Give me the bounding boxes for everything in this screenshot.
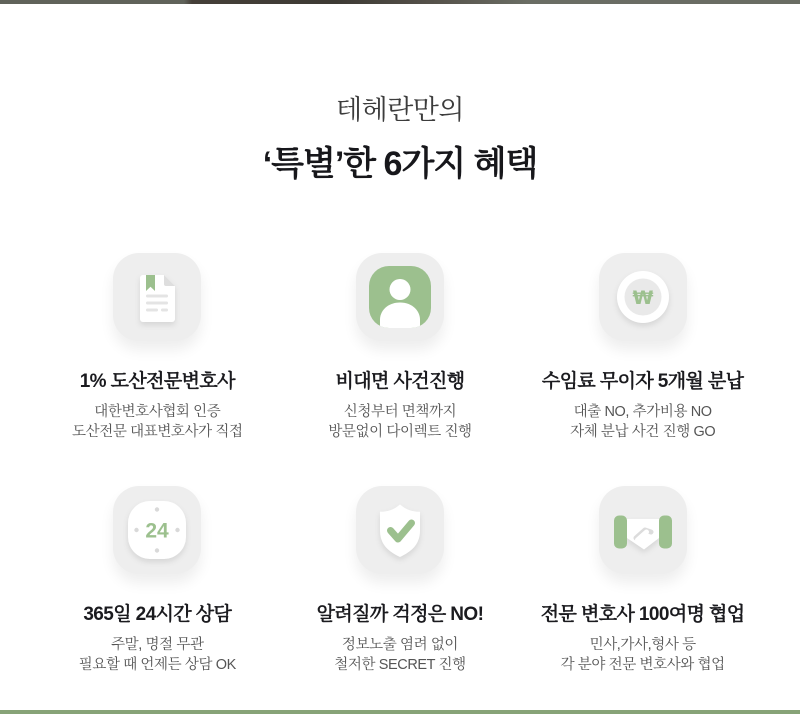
benefit-desc-line: 정보노출 염려 없이 xyxy=(341,637,459,654)
icon-tile xyxy=(113,486,201,574)
person-icon xyxy=(356,253,444,341)
benefit-card xyxy=(521,253,764,442)
benefit-desc-line: 대출 NO, 추가비용 NO xyxy=(573,404,712,420)
benefit-card xyxy=(279,253,522,442)
icon-tile xyxy=(356,486,444,574)
benefit-desc-line: 각 분야 전문 변호사와 협업 xyxy=(560,656,725,673)
benefit-card xyxy=(521,486,764,675)
section-title: ‘특별’한 6가지 혜택 xyxy=(262,145,538,183)
benefits-grid xyxy=(36,253,764,675)
benefit-desc-line: 철저한 SECRET 진행 xyxy=(334,656,466,673)
benefit-title: 비대면 사건진행 xyxy=(335,371,465,392)
icon-tile xyxy=(356,253,444,341)
won-coin-icon xyxy=(599,253,687,341)
icon-tile xyxy=(599,486,687,574)
benefit-description xyxy=(36,636,279,675)
benefit-title: 전문 변호사 100여명 협업 xyxy=(540,604,745,626)
shield-check-icon xyxy=(356,486,444,574)
benefit-title: 365일 24시간 상담 xyxy=(83,604,232,626)
icon-tile xyxy=(599,253,687,341)
benefit-desc-line: 주말, 명절 무관 xyxy=(111,637,204,654)
section-subtitle: 테헤란만의 xyxy=(336,95,464,125)
benefit-title: 알려질까 걱정은 NO! xyxy=(316,604,484,626)
benefit-desc-line: 필요할 때 언제든 상담 OK xyxy=(78,656,236,673)
benefit-desc-line: 대한변호사협회 인증 xyxy=(94,404,221,420)
benefit-card xyxy=(36,253,279,442)
icon-tile xyxy=(113,253,201,341)
24-hour-clock-icon xyxy=(113,486,201,574)
benefit-description xyxy=(521,636,764,675)
won-symbol: ₩ xyxy=(632,287,654,309)
handshake-icon xyxy=(599,486,687,574)
document-bookmark-icon xyxy=(113,253,201,341)
benefit-description xyxy=(36,403,279,442)
benefit-desc-line: 자체 분납 사건 진행 GO xyxy=(570,423,716,440)
benefit-description xyxy=(279,403,522,442)
top-edge-strip xyxy=(0,0,800,4)
clock-24-label: 24 xyxy=(145,519,170,543)
benefit-desc-line: 신청부터 면책까지 xyxy=(343,404,457,420)
benefit-title: 수임료 무이자 5개월 분납 xyxy=(541,371,744,392)
benefit-card xyxy=(279,486,522,675)
benefit-desc-line: 방문없이 다이렉트 진행 xyxy=(328,423,472,440)
benefit-card xyxy=(36,486,279,675)
benefit-description xyxy=(279,636,522,675)
benefit-description xyxy=(521,403,764,442)
benefit-title: 1% 도산전문변호사 xyxy=(79,371,235,392)
benefit-desc-line: 민사,가사,형사 등 xyxy=(589,637,696,654)
section-header xyxy=(0,0,800,185)
bottom-edge-bar xyxy=(0,710,800,714)
benefit-desc-line: 도산전문 대표변호사가 직접 xyxy=(72,423,243,440)
